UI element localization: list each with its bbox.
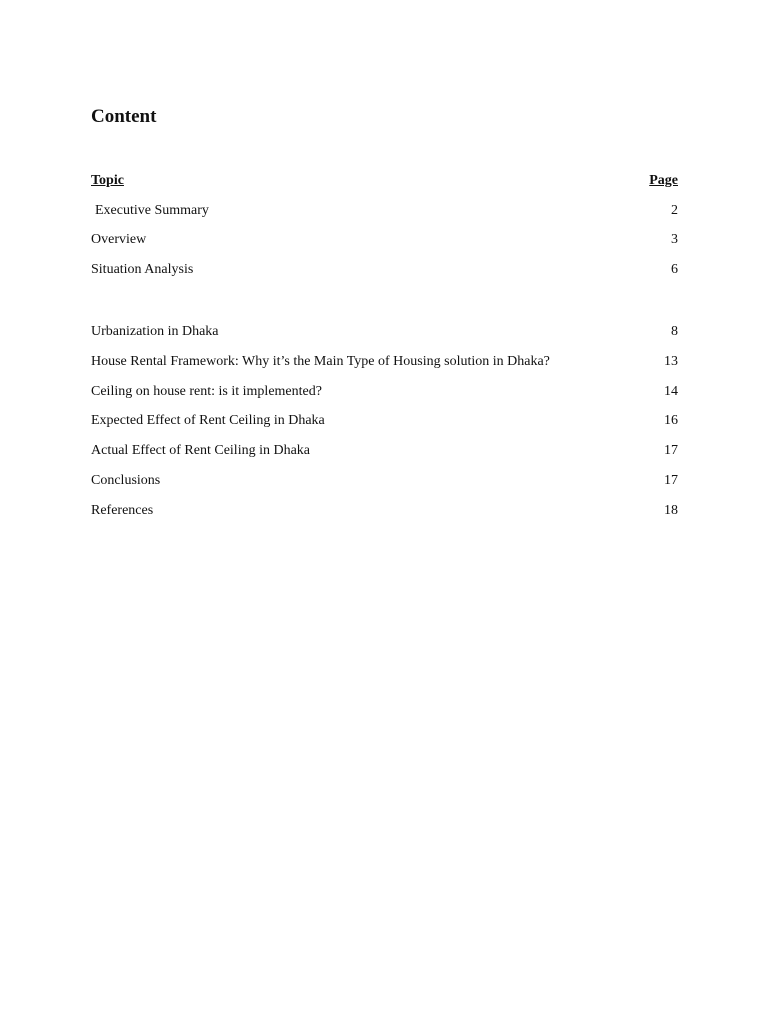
toc-row-conclusions (91, 470, 678, 492)
toc-topic: Ceiling on house rent: is it implemented? (91, 384, 322, 399)
toc-topic: House Rental Framework: Why it’s the Main Type of Housing solution in Dhaka? (91, 354, 550, 369)
toc-header-row (91, 170, 678, 192)
toc-page-number: 2 (671, 203, 678, 218)
toc-topic: Overview (91, 232, 147, 247)
toc-page-number: 3 (671, 232, 678, 247)
toc-topic: Situation Analysis (91, 262, 194, 277)
toc-row-references (91, 500, 678, 522)
toc-row-house-rental-framework (91, 351, 678, 373)
toc-page-number: 17 (664, 473, 678, 488)
toc-page-number: 8 (671, 324, 678, 339)
toc-page-number: 17 (664, 443, 678, 458)
toc-page-number: 14 (664, 384, 678, 399)
toc-page-number: 6 (671, 262, 678, 277)
toc-row-executive-summary (91, 200, 678, 222)
toc-topic: Expected Effect of Rent Ceiling in Dhaka (91, 413, 325, 428)
toc-row-expected-effect (91, 410, 678, 432)
toc-topic: Actual Effect of Rent Ceiling in Dhaka (91, 443, 311, 458)
toc-header-topic: Topic (91, 173, 124, 188)
toc-header-page: Page (649, 173, 678, 188)
toc-row-ceiling-on-rent (91, 381, 678, 403)
toc-row-situation-analysis (91, 259, 678, 281)
page-title: Content (91, 106, 157, 127)
toc-topic: Executive Summary (95, 203, 209, 218)
toc-row-urbanization (91, 321, 678, 343)
toc-page-number: 16 (664, 413, 678, 428)
toc-page-number: 13 (664, 354, 678, 369)
toc-topic: References (91, 503, 154, 518)
toc-row-overview (91, 229, 678, 251)
toc-topic: Urbanization in Dhaka (91, 324, 219, 339)
toc-topic: Conclusions (91, 473, 161, 488)
toc-page-number: 18 (664, 503, 678, 518)
toc-row-actual-effect (91, 440, 678, 462)
